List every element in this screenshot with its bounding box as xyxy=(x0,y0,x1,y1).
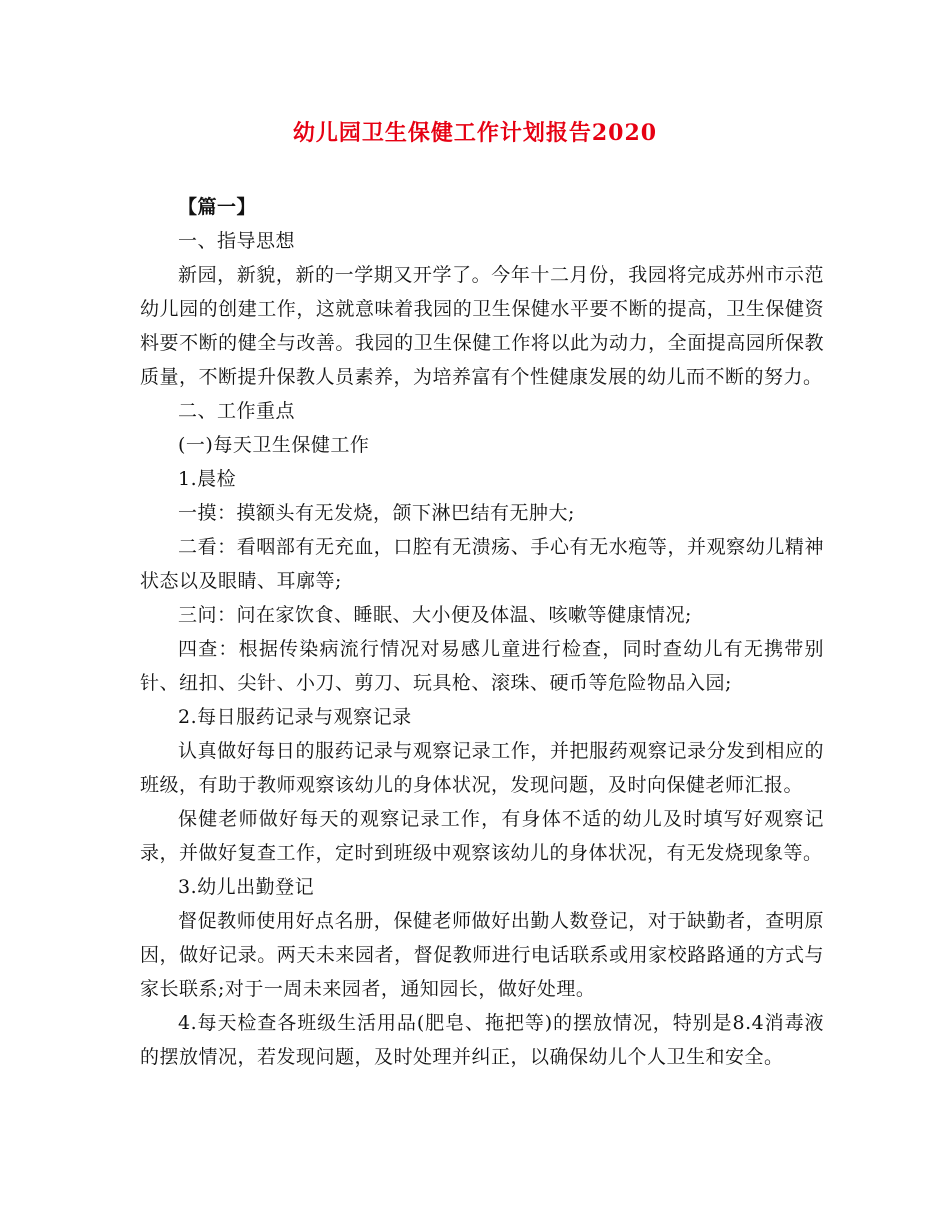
heading-guiding-ideology: 一、指导思想 xyxy=(178,230,296,252)
paragraph-look: 二看：看咽部有无充血，口腔有无溃疡、手心有无水疱等，并观察幼儿精神状态以及眼睛、耳廓等; xyxy=(140,536,824,592)
section-label: 【篇一】 xyxy=(178,196,257,218)
paragraph-guiding-ideology: 新园，新貌，新的一学期又开学了。今年十二月份，我园将完成苏州市示范幼儿园的创建工作，这就意味着我园的卫生保健水平要不断的提高，卫生保健资料要不断的健全与改善。我园的卫生保健工作将以此为动力，全面提高园所保教质量，不断提升保教人员素养，为培养富有个性健康发展的幼儿而不断的努力。 xyxy=(140,264,824,388)
paragraph-touch: 一摸：摸额头有无发烧，颌下淋巴结有无肿大; xyxy=(178,502,575,524)
document-body xyxy=(140,190,824,1074)
heading-work-focus: 二、工作重点 xyxy=(178,400,296,422)
paragraph-observation-records: 保健老师做好每天的观察记录工作，有身体不适的幼儿及时填写好观察记录，并做好复查工作，定时到班级中观察该幼儿的身体状况，有无发烧现象等。 xyxy=(140,808,824,864)
paragraph-ask: 三问：问在家饮食、睡眠、大小便及体温、咳嗽等健康情况; xyxy=(178,604,692,626)
document-title: 幼儿园卫生保健工作计划报告2020 xyxy=(292,120,658,146)
item-attendance: 3.幼儿出勤登记 xyxy=(178,876,315,898)
paragraph-medication-records: 认真做好每日的服药记录与观察记录工作，并把服药观察记录分发到相应的班级，有助于教师观察该幼儿的身体状况，发现问题，及时向保健老师汇报。 xyxy=(140,740,824,796)
subheading-daily-health-work: (一)每天卫生保健工作 xyxy=(178,434,370,456)
item-medication-records: 2.每日服药记录与观察记录 xyxy=(178,706,412,728)
paragraph-attendance: 督促教师使用好点名册，保健老师做好出勤人数登记，对于缺勤者，查明原因，做好记录。两天未来园者，督促教师进行电话联系或用家校路路通的方式与家长联系;对于一周未来园者，通知园长，做好处理。 xyxy=(140,910,824,1000)
item-morning-check: 1.晨检 xyxy=(178,468,237,490)
item-daily-supplies-check: 4.每天检查各班级生活用品(肥皂、拖把等)的摆放情况，特别是8.4消毒液的摆放情况，若发现问题，及时处理并纠正，以确保幼儿个人卫生和安全。 xyxy=(140,1012,824,1068)
paragraph-inspect: 四查：根据传染病流行情况对易感儿童进行检查，同时查幼儿有无携带别针、纽扣、尖针、小刀、剪刀、玩具枪、滚珠、硬币等危险物品入园; xyxy=(140,638,824,694)
